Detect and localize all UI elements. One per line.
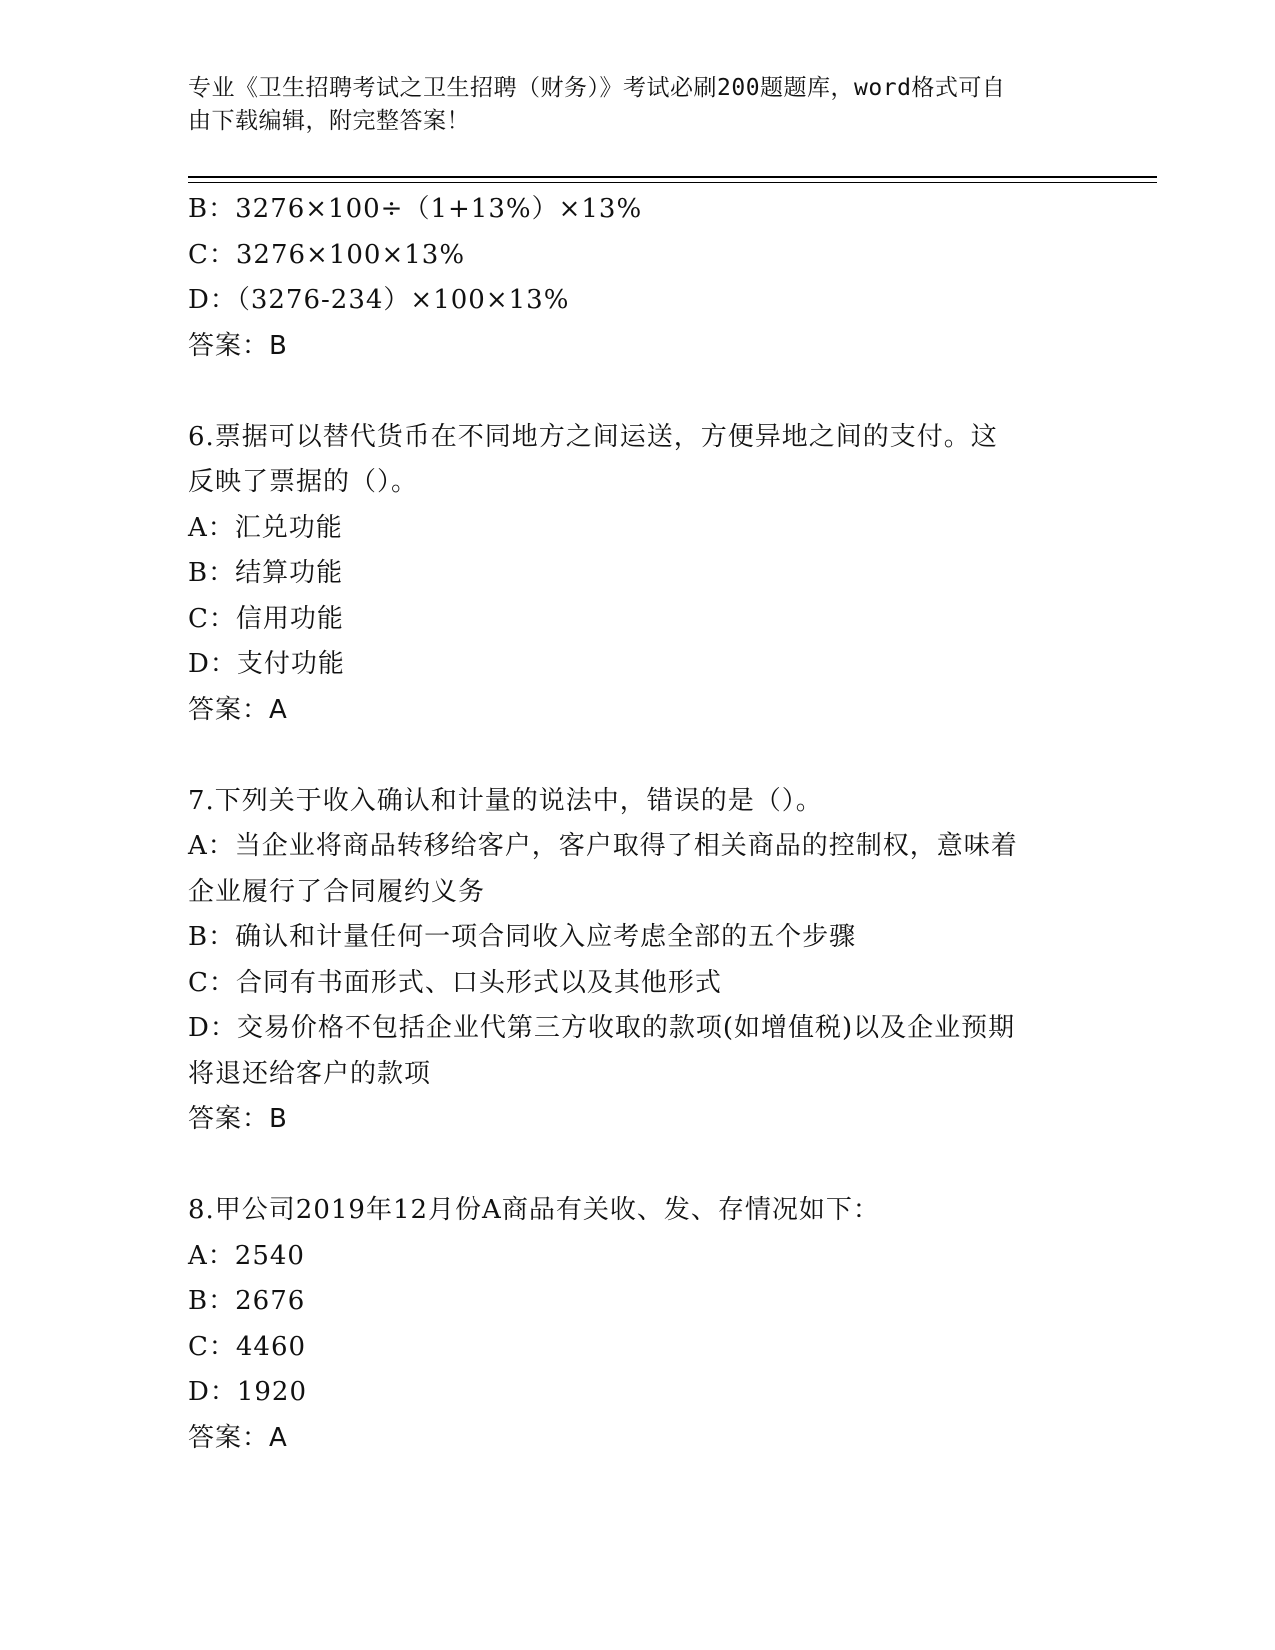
option-a: A：当企业将商品转移给客户，客户取得了相关商品的控制权，意味着 [188,831,1018,861]
option-c: C：合同有书面形式、口头形式以及其他形式 [188,967,722,998]
header-divider-thin [188,182,1157,183]
question-6 [188,415,1088,734]
spacer [188,1143,1088,1189]
option-d: D：支付功能 [188,649,345,679]
answer-label: 答案：B [188,330,288,361]
option-c: C：4460 [188,1331,307,1362]
question-8 [188,1188,1088,1461]
option-c: C：信用功能 [188,603,344,634]
answer-label: 答案：B [188,1104,288,1134]
option-a: A：2540 [188,1240,305,1271]
header-line-1: 专业《卫生招聘考试之卫生招聘（财务）》考试必刷200题题库，word格式可自 [188,75,1006,101]
option-b: B：确认和计量任何一项合同收入应考虑全部的五个步骤 [188,922,857,952]
question-5-tail [188,187,1088,369]
answer-label: 答案：A [188,1422,288,1453]
question-stem-continued: 反映了票据的（）。 [188,467,419,497]
header-divider-thick [188,176,1157,178]
option-d: D：（3276-234）×100×13% [188,285,570,315]
question-stem: 7.下列关于收入确认和计量的说法中，错误的是（）。 [188,785,823,816]
option-a: A：汇兑功能 [188,512,343,543]
option-b: B：2676 [188,1286,306,1316]
spacer [188,369,1088,415]
option-d-continued: 将退还给客户的款项 [188,1058,432,1089]
answer-label: 答案：A [188,694,288,725]
header-line-2: 由下载编辑，附完整答案！ [188,108,470,134]
question-list [188,187,1088,1461]
option-b: B：结算功能 [188,558,344,588]
spacer [188,733,1088,779]
document-header [188,72,1088,138]
question-7 [188,779,1088,1143]
option-c: C：3276×100×13% [188,239,466,270]
option-b: B：3276×100÷（1+13%）×13% [188,194,643,224]
option-d: D：交易价格不包括企业代第三方收取的款项(如增值税)以及企业预期 [188,1013,1016,1043]
option-a-continued: 企业履行了合同履约义务 [188,876,486,907]
question-stem: 8.甲公司2019年12月份A商品有关收、发、存情况如下： [188,1195,880,1225]
option-d: D：1920 [188,1377,308,1407]
question-stem: 6.票据可以替代货币在不同地方之间运送，方便异地之间的支付。这 [188,421,998,452]
